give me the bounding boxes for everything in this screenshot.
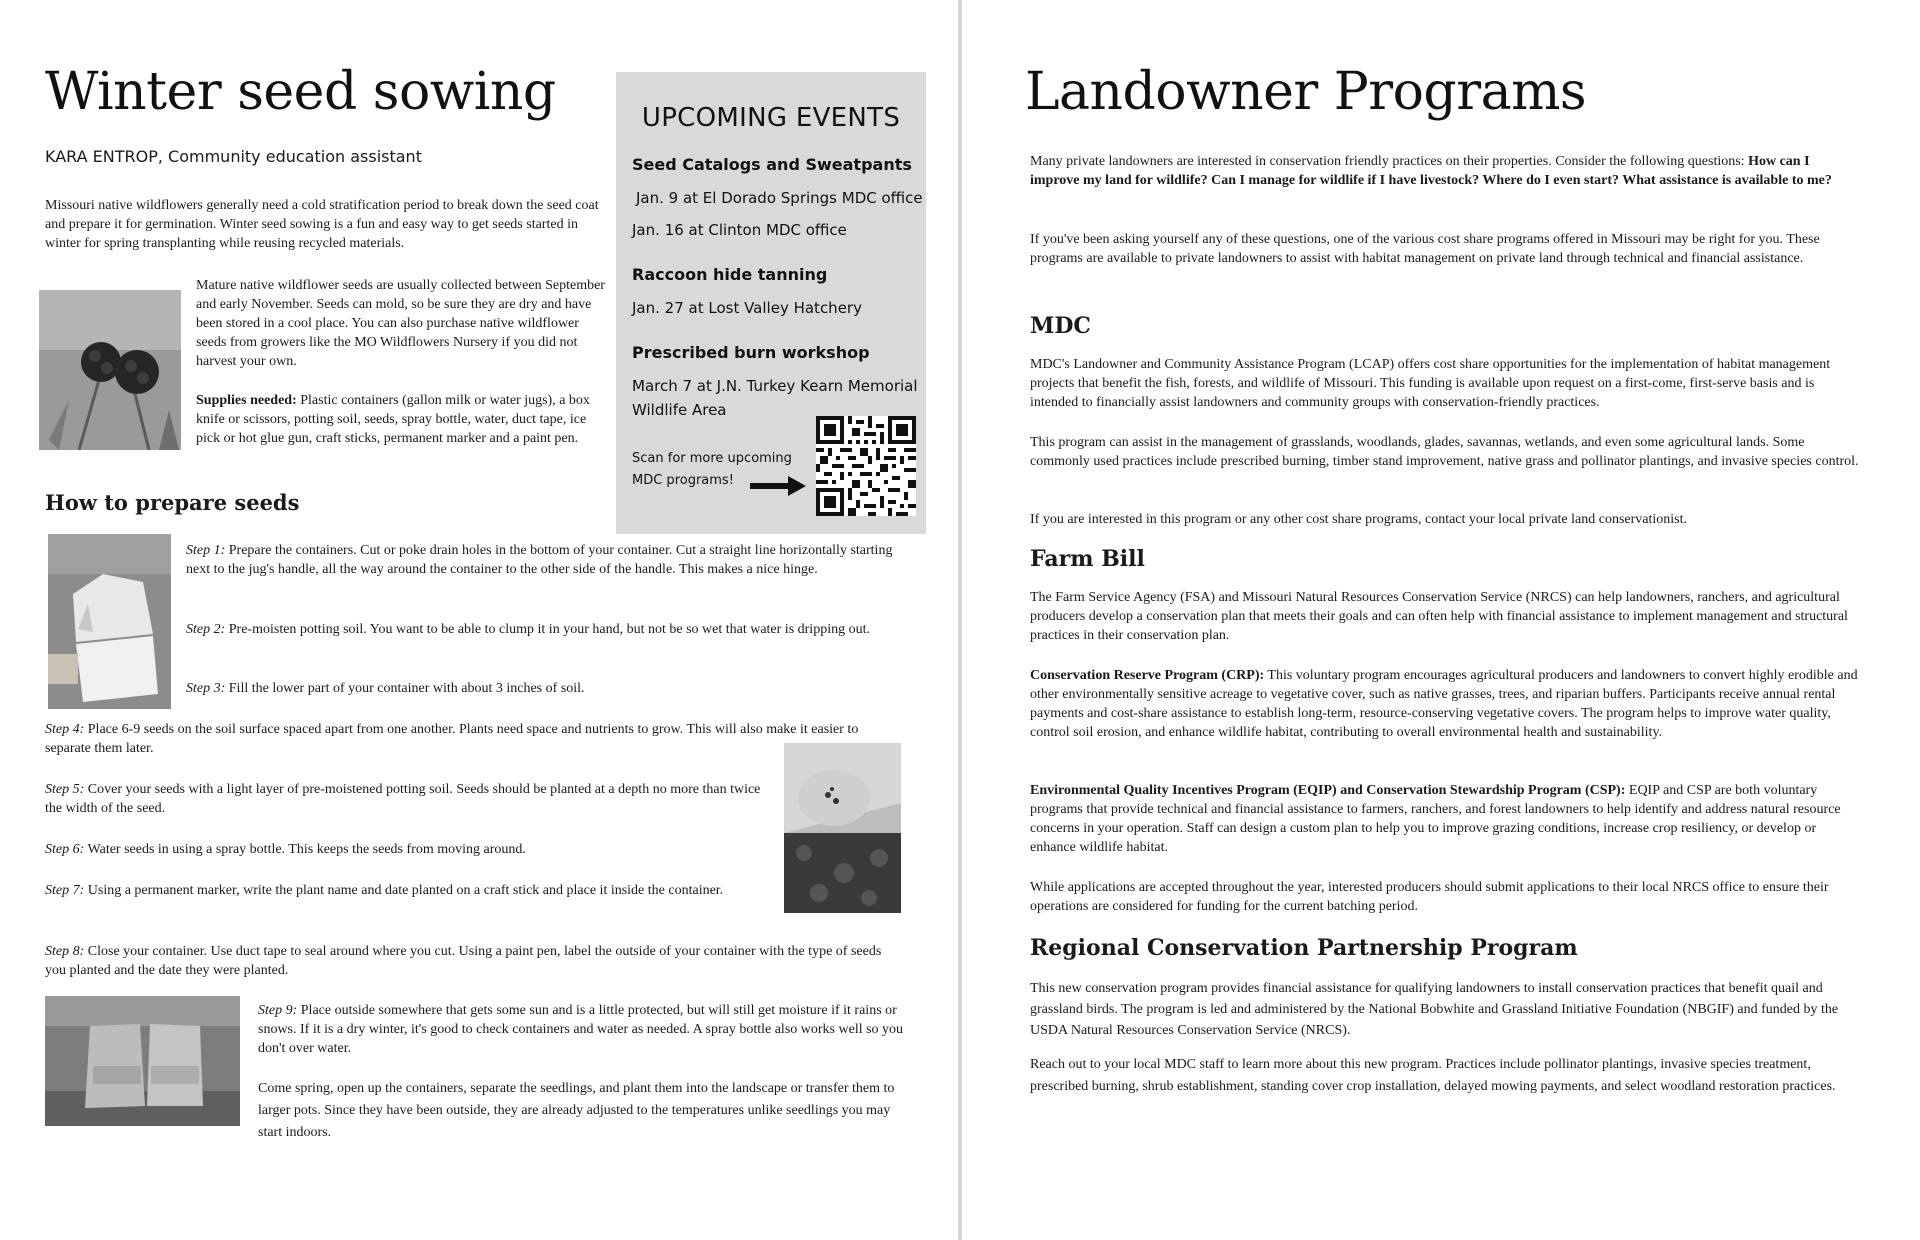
eqip-text: EQIP and CSP are both voluntary programs that provide technical and financial assistance to farmers, ranchers, and forest landowners to help identify and address natural resource concerns in your operation. Staff can design a custom plan to help you to improve grazing conditions, increase crop resiliency, or develop or enhance wildlife habitat. [1030,783,1841,855]
step-4 [45,720,885,758]
step-5 [45,780,770,818]
supplies-paragraph [196,391,612,448]
farm-bill-paragraph-1: The Farm Service Agency (FSA) and Missouri Natural Resources Conservation Service (NRCS) can help landowners, ranchers, and agricultural producers develop a conservation plan that meets their goals and can often help with financial assistance to implement management and structural practices in their conservation plan. [1030,590,1848,643]
mdc-paragraph-3: If you are interested in this program or any other cost share programs, contact your local private land conservationist. [1030,512,1688,527]
article-title: Winter seed sowing [45,62,556,122]
section-title: Landowner Programs [1025,62,1587,122]
byline [45,146,422,168]
right-page [962,0,1920,1240]
step-2-text: Pre-moisten potting soil. You want to be able to clump it in your hand, but not be so wet that water is dripping out. [225,622,870,637]
wildflower-photo [39,290,181,450]
qr-code-icon [816,416,916,516]
step-3-text: Fill the lower part of your container with about 3 inches of soil. [225,681,585,696]
eqip-label: Environmental Quality Incentives Program (EQIP) and Conservation Stewardship Program (CSP): [1030,783,1626,798]
step-5-text: Cover your seeds with a light layer of pre-moistened potting soil. Seeds should be planted at a depth no more than twice the width of the seed. [45,782,761,816]
step-2 [186,620,906,639]
eqip-paragraph [1030,781,1860,857]
byline-name: KARA ENTROP [45,147,158,166]
how-to-heading: How to prepare seeds [45,490,300,515]
event-date: March 7 at J.N. Turkey Kearn Memorial Wildlife Area [632,377,918,419]
scan-text: Scan for more upcoming MDC programs! [632,451,792,488]
intro-paragraph [1030,152,1860,190]
rcpp-paragraph-2: Reach out to your local MDC staff to learn more about this new program. Practices include pollinator plantings, invasive species treatment, prescribed burning, shrub establishment, standing cover crop installation, delayed mowing payments, and select woodland restoration practices. [1030,1057,1836,1094]
step-1-text: Prepare the containers. Cut or poke drain holes in the bottom of your container. Cut a straight line horizontally starting next to the jug's handle, all the way around the container to the other side of the handle. This makes a nice hinge. [186,543,893,577]
closing-paragraph: Come spring, open up the containers, separate the seedlings, and plant them into the landscape or transfer them to larger pots. Since they have been outside, they are already adjusted to the temperatures unlike seedlings you may start indoors. [258,1081,895,1140]
step-7-text: Using a permanent marker, write the plant name and date planted on a craft stick and place it inside the container. [84,883,724,898]
event-date: Jan. 9 at El Dorado Springs MDC office [636,189,923,207]
step-7-label: Step 7: [45,883,85,898]
left-page [0,0,958,1240]
step-7 [45,881,770,900]
events-title: UPCOMING EVENTS [641,103,901,133]
step-8 [45,942,900,980]
arrow-right-icon [750,476,806,496]
intro-questions: How can I improve my land for wildlife? Can I manage for wildlife if I have livestock? Where do I even start? What assistance is available to me? [1030,154,1832,188]
farm-bill-paragraph-4: While applications are accepted throughout the year, interested producers should submit applications to their local NRCS office to ensure their operations are considered for funding for the current batching period. [1030,880,1829,914]
intro-paragraph-2: If you've been asking yourself any of these questions, one of the various cost share programs offered in Missouri may be right for you. These programs are available to private landowners to assist with habitat management on private land through technical and financial assistance. [1030,232,1820,266]
event-date: Jan. 27 at Lost Valley Hatchery [632,299,862,317]
qr-code[interactable] [816,416,916,516]
step-2-label: Step 2: [186,622,226,637]
step-5-label: Step 5: [45,782,85,797]
mdc-paragraph-2: This program can assist in the management of grasslands, woodlands, glades, savannas, wetlands, and even some agricultural lands. Some commonly used practices include prescribed burning, timber stand improvement, native grass and pollinator plantings, and invasive species control. [1030,435,1859,469]
step-3 [186,679,906,698]
supplies-label: Supplies needed: [196,393,297,408]
rcpp-heading: Regional Conservation Partnership Program [1030,935,1578,961]
supplies-text: Plastic containers (gallon milk or water jugs), a box knife or scissors, potting soil, seeds, spray bottle, water, duct tape, ice pick or hot glue gun, craft sticks, permanent marker and a paint pen. [196,393,590,446]
step-8-label: Step 8: [45,944,85,959]
step-4-text: Place 6-9 seeds on the soil surface spaced apart from one another. Plants need space and nutrients to grow. This will also make it easier to separate them later. [45,722,859,756]
upcoming-events-box [616,72,926,534]
mdc-heading: MDC [1030,313,1091,339]
event-heading: Raccoon hide tanning [632,265,828,284]
jugs-outside-photo [45,996,240,1126]
jug-photo [48,534,171,709]
step-1 [186,541,906,579]
step-3-label: Step 3: [186,681,226,696]
rcpp-paragraph-1: This new conservation program provides financial assistance for qualifying landowners to install conservation practices that benefit quail and grassland birds. The program is led and administered by the National Bobwhite and Grassland Initiative Foundation (NBGIF) and funded by the USDA Natural Resources Conservation Service (NRCS). [1030,981,1839,1038]
event-heading: Prescribed burn workshop [632,343,870,362]
step-4-label: Step 4: [45,722,85,737]
crp-label: Conservation Reserve Program (CRP): [1030,668,1265,683]
farm-bill-heading: Farm Bill [1030,546,1145,572]
event-date: Jan. 16 at Clinton MDC office [632,221,847,239]
step-9-label: Step 9: [258,1003,298,1018]
crp-text: This voluntary program encourages agricultural producers and landowners to convert highly erodible and other environmentally sensitive acreage to vegetative cover, such as native grasses, trees, and riparian buffers. Participants receive annual rental payments and cost-share assistance to establish long-term, resource-conserving vegetative covers. The program helps to improve water quality, control soil erosion, and enhance wildlife habitat, contributing to overall environmental health and sustainability. [1030,668,1858,740]
step-9 [258,1001,908,1058]
step-9-text: Place outside somewhere that gets some sun and is a little protected, but will still get moisture if it rains or snows. If it is a dry winter, it's good to check containers and water as needed. A spray bottle also works well so you don't over water. [258,1003,904,1056]
event-heading: Seed Catalogs and Sweatpants [632,155,912,174]
step-1-label: Step 1: [186,543,226,558]
intro-text: Many private landowners are interested in conservation friendly practices on their properties. Consider the following questions: [1030,154,1749,169]
intro-paragraph: Missouri native wildflowers generally need a cold stratification period to break down the seed coat and prepare it for germination. Winter seed sowing is a fun and easy way to get seeds started in winter for spring transplanting while reusing recycled materials. [45,198,599,251]
step-6-text: Water seeds in using a spray bottle. This keeps the seeds from moving around. [84,842,526,857]
mature-seeds-paragraph: Mature native wildflower seeds are usually collected between September and early November. Seeds can mold, so be sure they are dry and have been stored in a cool place. You can also purchase native wildflower seeds from growers like the MO Wildflowers Nursery if you did not harvest your own. [196,278,605,369]
byline-role: , Community education assistant [157,147,422,166]
step-6-label: Step 6: [45,842,85,857]
mdc-paragraph-1: MDC's Landowner and Community Assistance Program (LCAP) offers cost share opportunities for the implementation of habitat management projects that benefit the fish, forests, and wildlife of Missouri. This funding is available upon request on a first-come, first-serve basis and is intended to financially assist landowners and community groups with conservation-friendly practices. [1030,357,1831,410]
seeds-in-hand-photo [784,743,901,913]
step-6 [45,840,770,859]
step-8-text: Close your container. Use duct tape to seal around where you cut. Using a paint pen, label the outside of your container with the type of seeds you planted and the date they were planted. [45,944,882,978]
crp-paragraph [1030,666,1860,742]
